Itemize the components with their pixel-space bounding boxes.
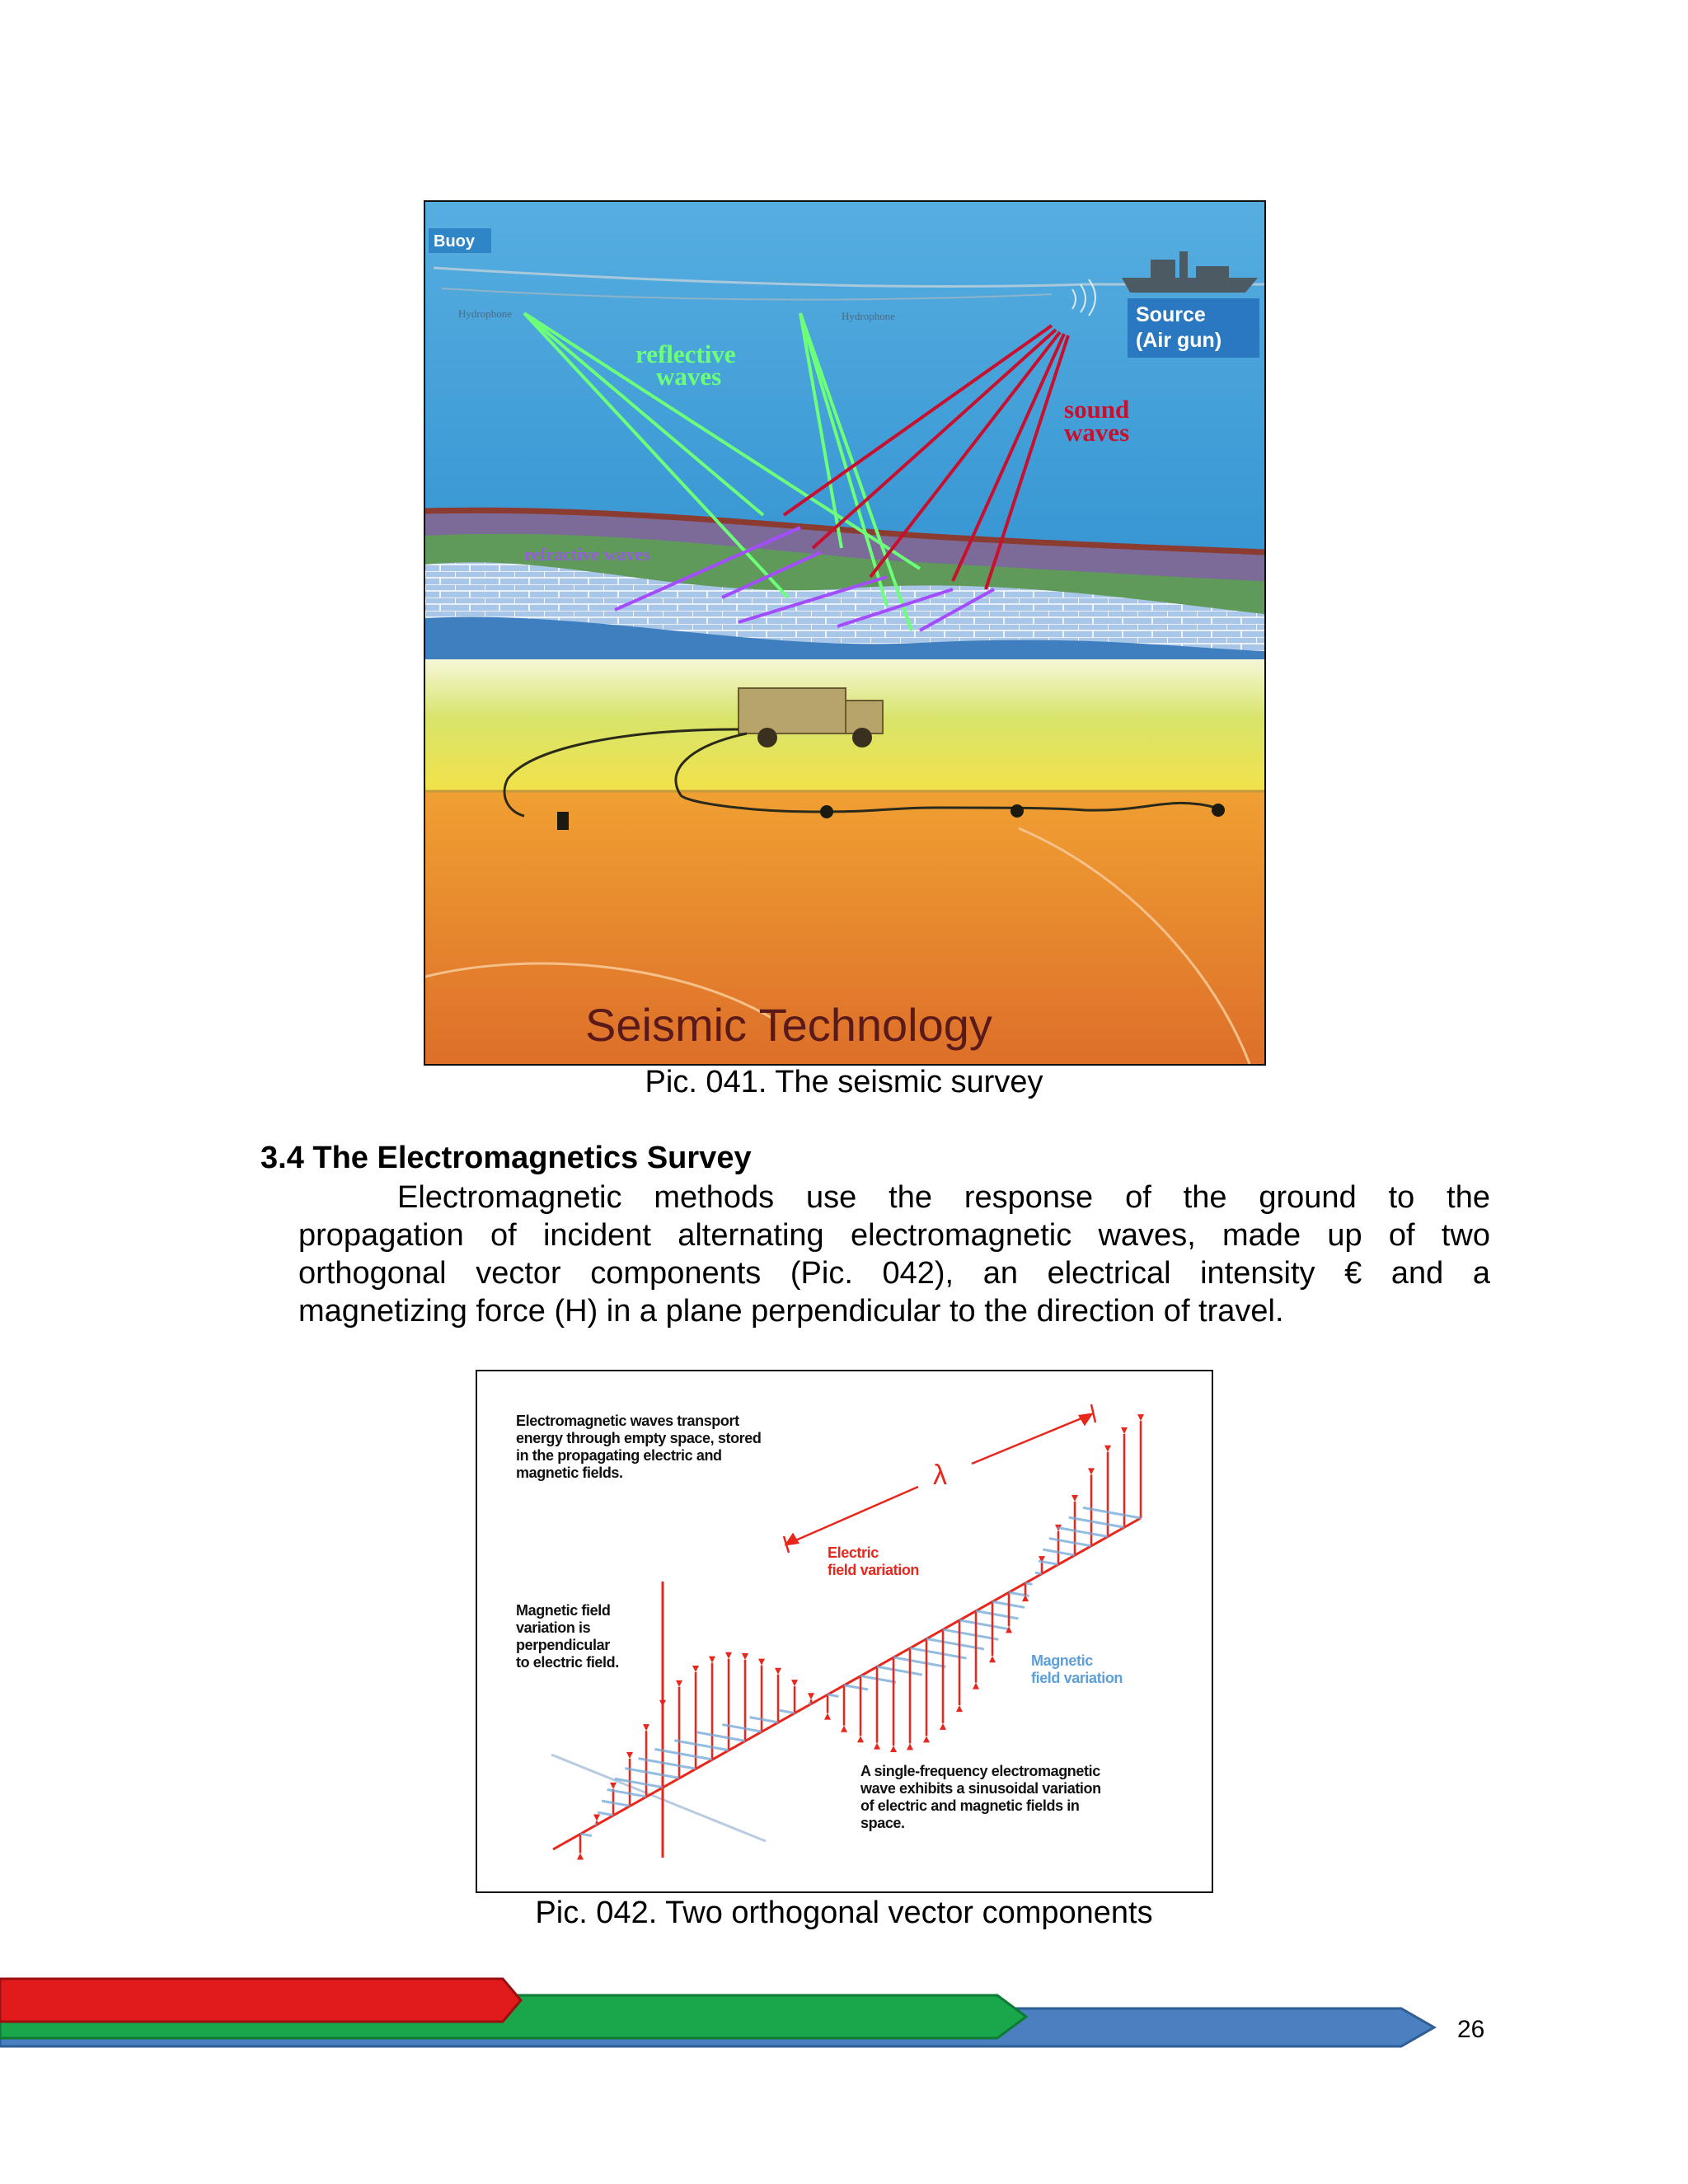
magnetic-field-vector — [779, 1710, 795, 1713]
electric-field-arrowhead — [1104, 1446, 1111, 1452]
magnetic-field-label — [1031, 1652, 1123, 1687]
electric-field-arrowhead — [709, 1657, 715, 1663]
buoy-label: Buoy — [434, 232, 475, 251]
electric-field-arrowhead — [758, 1659, 765, 1666]
magnetic-field-vector — [910, 1648, 967, 1658]
bottom-line: wave exhibits a sinusoidal variation — [860, 1780, 1101, 1797]
magnetic-field-vector — [580, 1834, 592, 1836]
magnetic-field-vector — [625, 1769, 679, 1779]
electric-field-arrowhead — [1137, 1414, 1144, 1421]
magnetic-field-vector — [976, 1611, 1019, 1619]
electric-line: field variation — [828, 1562, 920, 1578]
paragraph-line: Electromagnetic methods use the response of the ground to the — [397, 1180, 1490, 1215]
magnetic-field-vector — [877, 1666, 922, 1675]
electric-field-arrowhead — [824, 1713, 831, 1720]
figure2-caption: Pic. 042. Two orthogonal vector components — [535, 1896, 1153, 1930]
magnetic-field-vector — [1025, 1583, 1032, 1585]
sound-label-line1: sound — [1064, 395, 1130, 424]
magnetic-left-line: variation is — [516, 1619, 591, 1636]
source-label-line1: Source — [1136, 303, 1206, 326]
seismic-technology-title: Seismic Technology — [585, 999, 992, 1051]
magnetic-field-vector — [1035, 1572, 1042, 1573]
intro-line: in the propagating electric and — [516, 1447, 722, 1464]
paragraph-line: propagation of incident alternating electromagnetic waves, made up of two — [298, 1218, 1490, 1253]
seismic-survey-figure — [424, 200, 1266, 1066]
magnetic-right-line: Magnetic — [1031, 1652, 1093, 1669]
magnetic-field-vector — [1057, 1528, 1108, 1537]
electric-field-arrowhead — [973, 1683, 979, 1690]
electric-field-arrowhead — [676, 1680, 682, 1687]
electric-field-arrowhead — [1088, 1468, 1095, 1474]
electric-field-arrowhead — [841, 1726, 847, 1732]
magnetic-perpendicular-text — [516, 1602, 619, 1671]
figure1-caption: Pic. 041. The seismic survey — [645, 1065, 1043, 1099]
electric-field-arrowhead — [989, 1656, 996, 1662]
reflective-label-line1: reflective — [635, 340, 736, 368]
source-label-line2: (Air gun) — [1136, 329, 1222, 352]
section-heading: 3.4 The Electromagnetics Survey — [260, 1141, 752, 1175]
magnetic-field-vector — [602, 1801, 630, 1806]
reflective-label-line2: waves — [656, 362, 722, 391]
magnetic-right-line: field variation — [1031, 1670, 1123, 1686]
seismic-illustration — [425, 202, 1264, 1064]
electric-field-arrowhead — [643, 1724, 649, 1731]
section-paragraph — [298, 1179, 1490, 1330]
electric-field-arrowhead — [890, 1746, 897, 1752]
magnetic-field-vector — [893, 1657, 945, 1666]
magnetic-field-vector — [674, 1741, 729, 1750]
electric-field-arrowhead — [577, 1853, 584, 1859]
electric-field-arrowhead — [775, 1668, 781, 1675]
paragraph-line: magnetizing force (H) in a plane perpendicular to the direction of travel. — [298, 1294, 1284, 1329]
intro-line: Electromagnetic waves transport — [516, 1413, 739, 1429]
sound-label-line2: waves — [1064, 418, 1130, 447]
magnetic-left-line: Magnetic field — [516, 1602, 611, 1619]
magnetic-field-vector — [828, 1694, 838, 1696]
electric-field-arrowhead — [725, 1652, 732, 1659]
magnetic-field-vector — [1069, 1517, 1124, 1527]
footer-arrow-bar — [0, 1974, 1451, 2064]
electric-field-arrowhead — [610, 1783, 617, 1789]
electric-field-arrowhead — [692, 1666, 699, 1672]
paragraph-line: orthogonal vector components (Pic. 042), an electrical intensity € and a — [298, 1256, 1490, 1291]
magnetic-field-vector — [697, 1732, 745, 1741]
page-number: 26 — [1457, 2016, 1485, 2043]
refractive-label: refractive waves — [524, 544, 650, 565]
magnetic-field-vector — [860, 1676, 896, 1683]
lambda-symbol: λ — [933, 1460, 947, 1491]
bottom-line: A single-frequency electromagnetic — [860, 1763, 1100, 1779]
electric-field-label — [828, 1544, 919, 1579]
electric-field-arrowhead — [923, 1736, 930, 1742]
electric-line: Electric — [828, 1544, 879, 1561]
electric-field-arrowhead — [857, 1736, 864, 1742]
magnetic-field-vector — [943, 1629, 998, 1639]
intro-line: magnetic fields. — [516, 1465, 623, 1481]
electric-field-arrowhead — [659, 1700, 666, 1707]
single-frequency-text — [860, 1763, 1101, 1832]
electric-field-arrowhead — [808, 1693, 814, 1699]
magnetic-left-line: to electric field. — [516, 1654, 619, 1671]
magnetic-left-line: perpendicular — [516, 1637, 610, 1653]
electric-field-arrowhead — [1071, 1495, 1078, 1502]
magnetic-field-vector — [844, 1685, 868, 1690]
electric-field-arrowhead — [874, 1743, 880, 1750]
intro-line: energy through empty space, stored — [516, 1430, 762, 1446]
bottom-line: of electric and magnetic fields in — [860, 1797, 1080, 1814]
bottom-line: space. — [860, 1815, 905, 1831]
electric-field-arrowhead — [742, 1653, 748, 1660]
electric-field-arrowhead — [1121, 1427, 1128, 1434]
electric-field-arrowhead — [593, 1815, 600, 1821]
magnetic-field-vector — [598, 1812, 613, 1815]
footer-red-arrow — [0, 1979, 521, 2022]
em-wave-figure — [476, 1370, 1213, 1893]
intro-text — [516, 1413, 761, 1482]
electric-field-arrowhead — [940, 1723, 946, 1730]
hydrophone-label-1: Hydrophone — [458, 307, 512, 320]
magnetic-field-vector — [959, 1620, 1010, 1629]
magnetic-field-vector — [1049, 1539, 1091, 1546]
magnetic-field-vector — [750, 1718, 778, 1722]
hydrophone-label-2: Hydrophone — [842, 310, 895, 322]
electric-field-arrowhead — [626, 1752, 633, 1759]
magnetic-axis — [551, 1755, 766, 1841]
electric-field-arrowhead — [791, 1680, 798, 1686]
electric-field-arrowhead — [956, 1705, 963, 1712]
electric-field-arrowhead — [907, 1743, 913, 1750]
